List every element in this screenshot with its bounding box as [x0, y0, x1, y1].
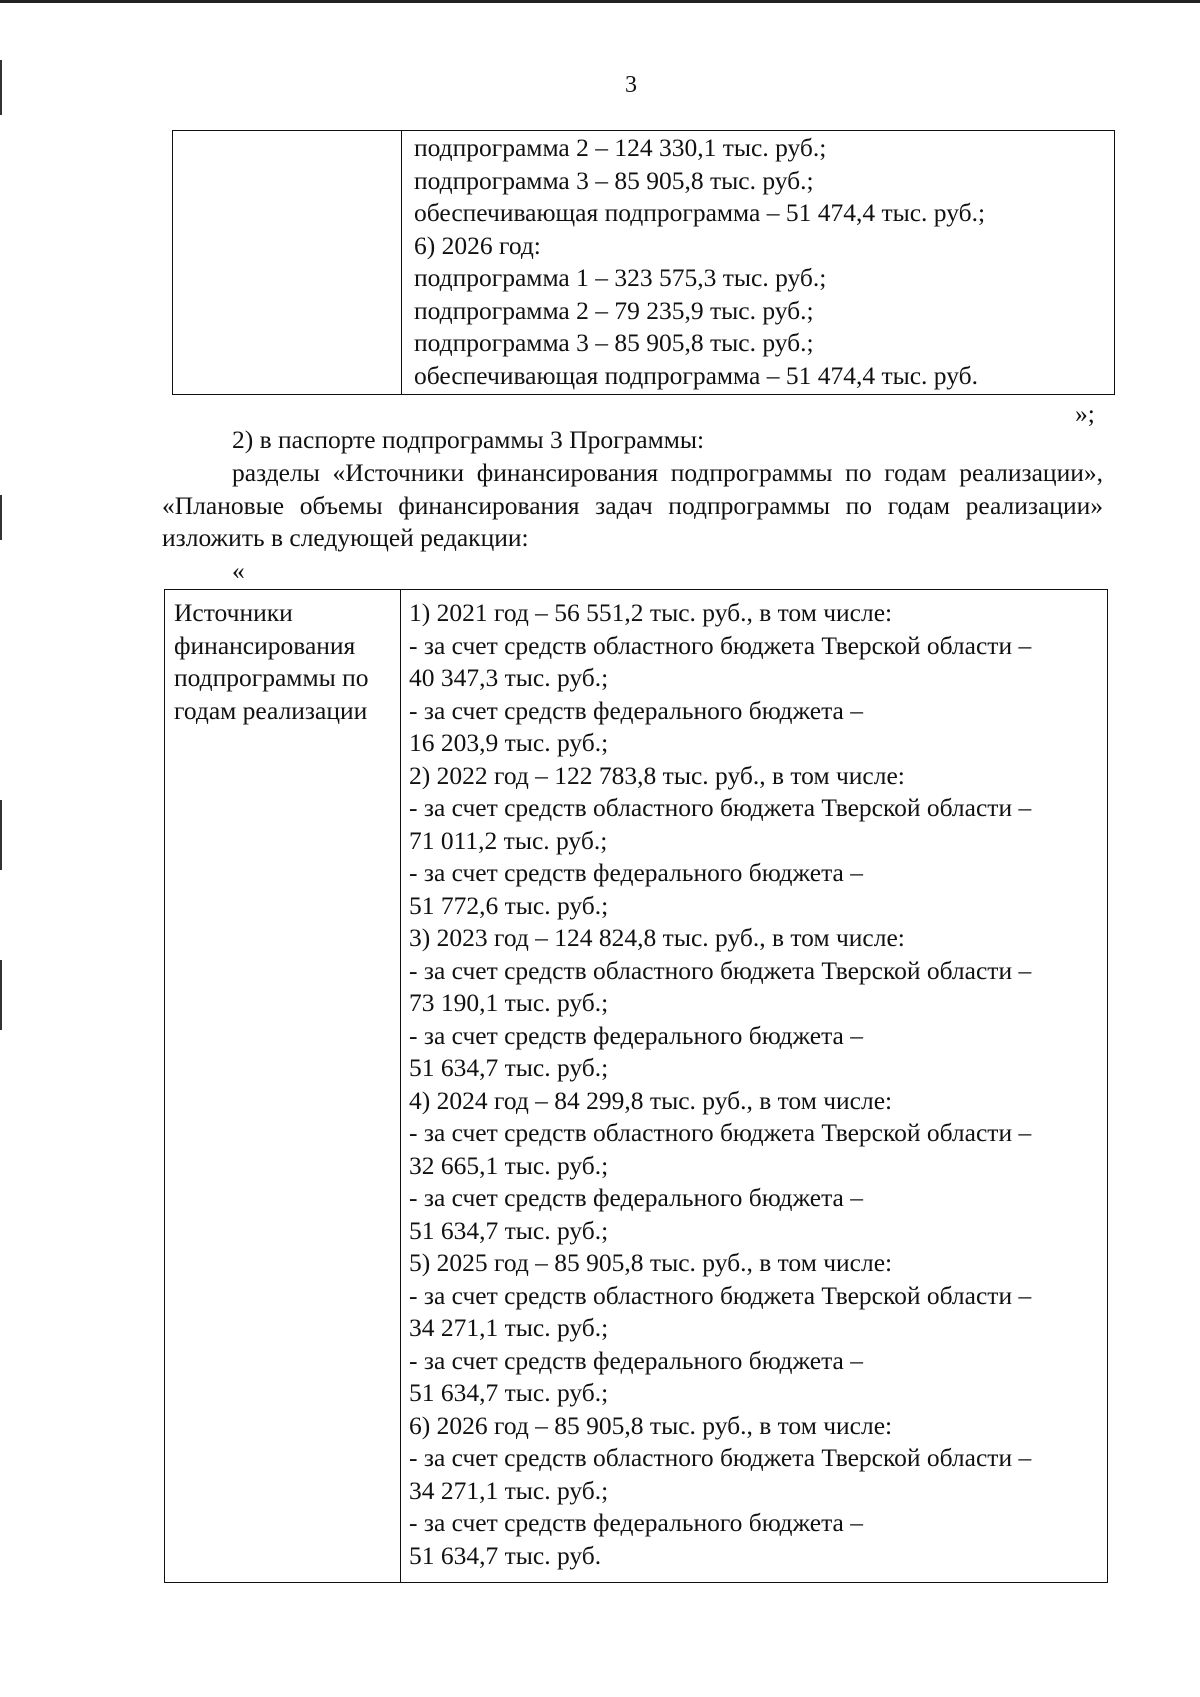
closing-quote: »;	[1075, 399, 1095, 428]
table-line: - за счет средств областного бюджета Тверской области –	[409, 1118, 1032, 1147]
table-line: - за счет средств федерального бюджета –	[409, 695, 863, 725]
scan-edge-top	[0, 0, 1200, 3]
table-line: 2) 2022 год – 122 783,8 тыс. руб., в том числе:	[409, 760, 905, 790]
table-line: обеспечивающая подпрограмма – 51 474,4 тыс. руб.	[414, 360, 978, 390]
table-line: 73 190,1 тыс. руб.;	[409, 988, 609, 1017]
table-label-cell	[173, 131, 402, 395]
table-line: подпрограмма 1 – 323 575,3 тыс. руб.;	[414, 263, 827, 292]
table-line: подпрограмма 3 – 85 905,8 тыс. руб.;	[414, 328, 814, 357]
scan-edge-mark	[0, 960, 2, 1030]
paragraph-item-2: 2) в паспорте подпрограммы 3 Программы:	[232, 425, 705, 454]
page-number: 3	[625, 72, 637, 98]
table-line: 34 271,1 тыс. руб.;	[409, 1313, 609, 1342]
table-line: 4) 2024 год – 84 299,8 тыс. руб., в том числе:	[409, 1085, 893, 1115]
paragraph-sections: разделы «Источники финансирования подпрограммы по годам реализации», «Плановые объемы финансирования задач подпрограммы по годам реализации» изложить в следующей редакции:	[162, 458, 1103, 552]
table-line: подпрограмма 2 – 124 330,1 тыс. руб.;	[414, 133, 827, 162]
table-line: - за счет средств федерального бюджета –	[409, 1345, 863, 1375]
table-line: 6) 2026 год – 85 905,8 тыс. руб., в том числе:	[409, 1410, 893, 1440]
table-label-line: годам реализации	[174, 695, 368, 725]
table-line: 16 203,9 тыс. руб.;	[409, 728, 609, 757]
table-line: 51 634,7 тыс. руб.;	[409, 1053, 609, 1082]
table-line: - за счет средств областного бюджета Тверской области –	[409, 630, 1032, 660]
table-label-line: подпрограммы по	[174, 663, 369, 692]
table-line: - за счет средств областного бюджета Тверской области –	[409, 793, 1032, 822]
scan-edge-mark	[0, 495, 2, 540]
table-line: 51 634,7 тыс. руб.;	[409, 1378, 609, 1407]
table-line: 51 634,7 тыс. руб.	[409, 1540, 602, 1570]
table-line: 1) 2021 год – 56 551,2 тыс. руб., в том числе:	[409, 598, 893, 627]
table-line: 51 772,6 тыс. руб.;	[409, 890, 609, 920]
opening-quote: «	[232, 556, 245, 585]
table-value-cell	[402, 131, 1115, 395]
table-label-line: Источники	[174, 598, 293, 627]
table-label-line: финансирования	[174, 630, 356, 660]
table-line: - за счет средств областного бюджета Тверской области –	[409, 1280, 1032, 1310]
table-label-cell	[165, 590, 401, 1583]
table-row	[173, 131, 1115, 395]
table-line: 5) 2025 год – 85 905,8 тыс. руб., в том числе:	[409, 1248, 893, 1277]
table-line: - за счет средств федерального бюджета –	[409, 1020, 863, 1050]
table-line: 32 665,1 тыс. руб.;	[409, 1150, 609, 1180]
table-line: подпрограмма 3 – 85 905,8 тыс. руб.;	[414, 165, 814, 195]
table-line: 40 347,3 тыс. руб.;	[409, 663, 609, 692]
table-row	[165, 590, 1108, 1583]
table-line: обеспечивающая подпрограмма – 51 474,4 тыс. руб.;	[414, 198, 986, 227]
financing-table-continuation	[172, 130, 1115, 395]
table-line: 3) 2023 год – 124 824,8 тыс. руб., в том числе:	[409, 923, 905, 952]
table-value-cell	[401, 590, 1108, 1583]
table-line: 34 271,1 тыс. руб.;	[409, 1475, 609, 1505]
table-line: - за счет средств федерального бюджета –	[409, 858, 863, 887]
table-line: - за счет средств федерального бюджета –	[409, 1508, 863, 1537]
table-line: - за счет средств областного бюджета Тверской области –	[409, 1443, 1032, 1472]
table-line: - за счет средств федерального бюджета –	[409, 1183, 863, 1212]
scan-edge-mark	[0, 800, 2, 870]
table-line: подпрограмма 2 – 79 235,9 тыс. руб.;	[414, 295, 814, 325]
table-line: - за счет средств областного бюджета Тверской области –	[409, 955, 1032, 985]
table-line: 51 634,7 тыс. руб.;	[409, 1215, 609, 1245]
financing-sources-table	[164, 589, 1108, 1583]
table-line: 6) 2026 год:	[414, 230, 541, 260]
table-line: 71 011,2 тыс. руб.;	[409, 825, 608, 855]
